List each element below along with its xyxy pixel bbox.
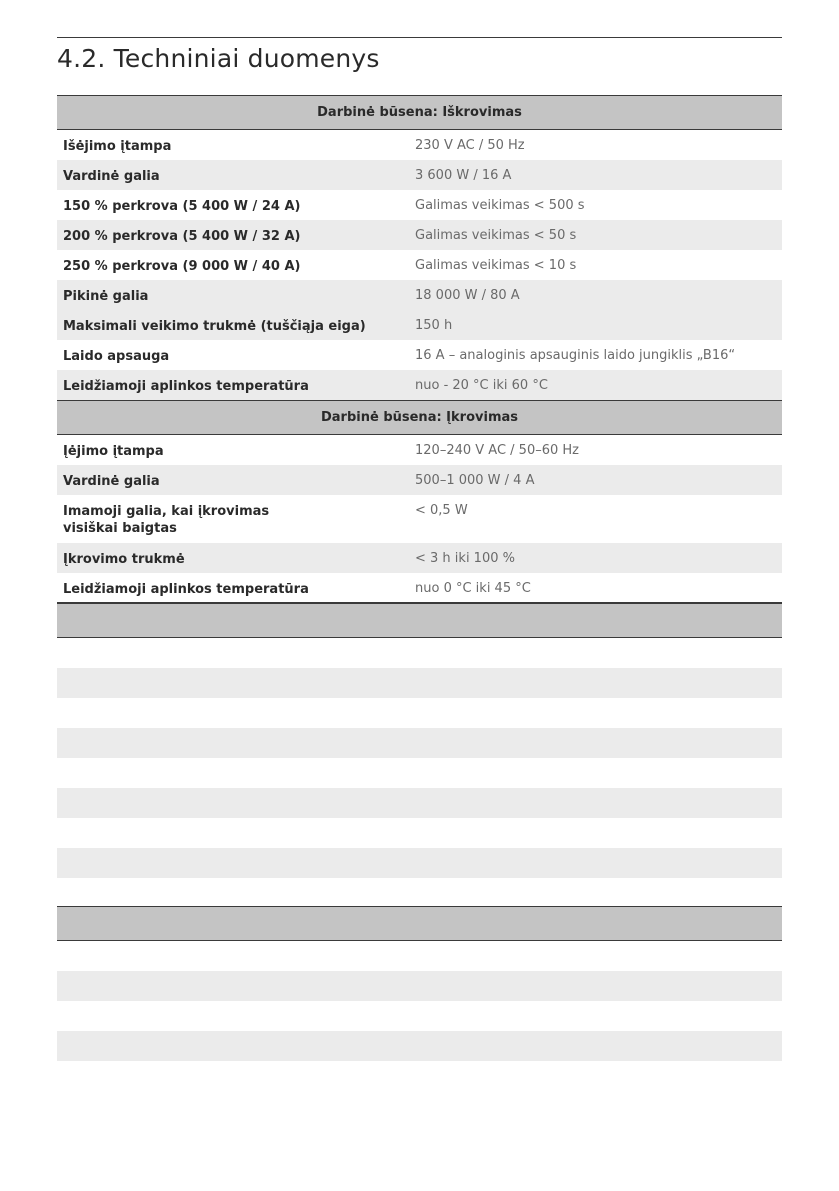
row-label: 200 % perkrova (5 400 W / 32 A)	[63, 229, 301, 244]
row-value: < 0,5 W	[415, 503, 468, 518]
empty-row	[57, 698, 782, 728]
row-label: Vardinė galia	[63, 169, 160, 184]
table-row	[57, 465, 782, 495]
row-value: nuo - 20 °C iki 60 °C	[415, 378, 548, 393]
row-value: 3 600 W / 16 A	[415, 168, 512, 183]
row-label: Pikinė galia	[63, 289, 149, 304]
table-row	[57, 435, 782, 465]
row-value: 16 A – analoginis apsauginis laido jungiklis „B16“	[415, 348, 736, 363]
table-row	[57, 573, 782, 603]
row-label-line: Imamoji galia, kai įkrovimas	[63, 504, 270, 519]
row-value: 18 000 W / 80 A	[415, 288, 520, 303]
section-header-empty	[57, 603, 782, 638]
empty-row	[57, 788, 782, 818]
row-label: Įėjimo įtampa	[63, 444, 164, 459]
table-row	[57, 160, 782, 190]
row-label: Įkrovimo trukmė	[63, 552, 185, 567]
empty-row	[57, 1031, 782, 1061]
row-label: Leidžiamoji aplinkos temperatūra	[63, 379, 309, 394]
table-row	[57, 340, 782, 370]
empty-row	[57, 1001, 782, 1031]
row-label: Laido apsauga	[63, 349, 170, 364]
row-value: < 3 h iki 100 %	[415, 551, 515, 566]
row-label: Leidžiamoji aplinkos temperatūra	[63, 582, 309, 597]
row-value: Galimas veikimas < 50 s	[415, 228, 577, 243]
section-header-empty	[57, 906, 782, 941]
table-row	[57, 190, 782, 220]
table-row	[57, 543, 782, 573]
table-row	[57, 495, 782, 543]
row-value: 150 h	[415, 318, 453, 333]
empty-row	[57, 668, 782, 698]
row-label: Vardinė galia	[63, 474, 160, 489]
empty-row	[57, 971, 782, 1001]
table-row	[57, 220, 782, 250]
section-header-discharge: Darbinė būsena: Iškrovimas	[57, 95, 782, 130]
spec-table-2	[57, 906, 782, 1061]
table-row	[57, 130, 782, 160]
top-rule	[57, 37, 782, 38]
row-label	[57, 503, 415, 537]
page-title: 4.2. Techniniai duomenys	[57, 44, 380, 73]
row-label: Išėjimo įtampa	[63, 139, 172, 154]
row-label: 150 % perkrova (5 400 W / 24 A)	[63, 199, 301, 214]
empty-row	[57, 758, 782, 788]
table-row	[57, 280, 782, 310]
row-label: 250 % perkrova (9 000 W / 40 A)	[63, 259, 301, 274]
row-value: 230 V AC / 50 Hz	[415, 138, 525, 153]
spec-table	[57, 95, 782, 908]
empty-row	[57, 728, 782, 758]
row-value: 500–1 000 W / 4 A	[415, 473, 535, 488]
section-header-charge: Darbinė būsena: Įkrovimas	[57, 400, 782, 435]
row-label-line: visiškai baigtas	[63, 521, 177, 536]
row-value: Galimas veikimas < 500 s	[415, 198, 585, 213]
table-row	[57, 370, 782, 400]
row-value: 120–240 V AC / 50–60 Hz	[415, 443, 579, 458]
empty-row	[57, 638, 782, 668]
row-value: nuo 0 °C iki 45 °C	[415, 581, 531, 596]
row-label: Maksimali veikimo trukmė (tuščiąja eiga)	[63, 319, 366, 334]
empty-row	[57, 878, 782, 908]
empty-row	[57, 848, 782, 878]
table-row	[57, 250, 782, 280]
empty-row	[57, 818, 782, 848]
table-row	[57, 310, 782, 340]
empty-row	[57, 941, 782, 971]
row-value: Galimas veikimas < 10 s	[415, 258, 577, 273]
